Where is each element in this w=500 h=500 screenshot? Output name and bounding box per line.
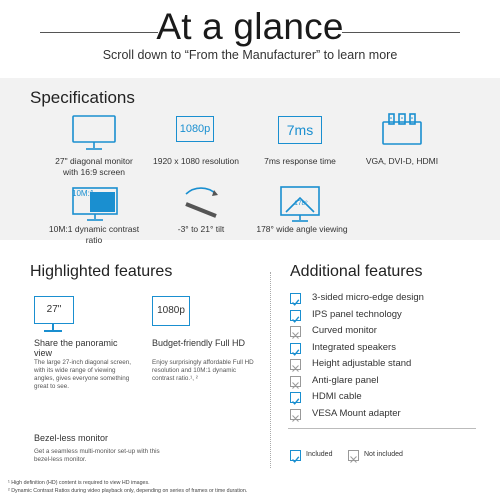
included-check-icon [290, 310, 301, 321]
feature-heading-panoramic: Share the panoramic view [34, 338, 118, 358]
spec-label-viewing: 178° wide angle viewing [256, 224, 348, 234]
additional-feature-row [288, 358, 488, 372]
spec-label-contrast: 10M:1 dynamic contrast ratio [48, 224, 140, 245]
monitor-icon [70, 114, 118, 152]
feature-body-bezel: Get a seamless multi-monitor set-up with this bezel-less monitor. [34, 448, 160, 463]
additional-feature-label: Height adjustable stand [312, 358, 412, 369]
feature-heading-fullhd: Budget-friendly Full HD [152, 338, 246, 348]
not-included-x-icon [290, 409, 301, 420]
spec-label-resolution: 1920 x 1080 resolution [152, 156, 239, 166]
spec-label-tilt: -3° to 21° tilt [177, 224, 225, 234]
section-divider [270, 272, 271, 468]
included-check-icon [290, 343, 301, 354]
not-included-x-icon [290, 359, 301, 370]
additional-features-title: Additional features [290, 263, 423, 280]
additional-features-list [288, 292, 488, 424]
not-included-x-icon [290, 376, 301, 387]
additional-feature-row [288, 309, 488, 323]
1080p-icon: 1080p [176, 116, 214, 142]
not-included-x-icon [290, 326, 301, 337]
ports-icon [380, 112, 424, 148]
response-time-icon: 7ms [278, 116, 322, 144]
feature-heading-bezel: Bezel-less monitor [34, 433, 109, 443]
legend-included-label: Included [306, 451, 333, 458]
footnote-1: ¹ High definition (HD) content is required to view HD images. [8, 480, 150, 486]
highlighted-features-title: Highlighted features [30, 263, 173, 280]
monitor-base-icon [44, 330, 62, 332]
legend-not-included-checkbox [348, 450, 359, 461]
included-check-icon [290, 392, 301, 403]
spec-label-ports: VGA, DVI-D, HDMI [365, 156, 439, 166]
additional-feature-row [288, 375, 488, 389]
additional-feature-label: VESA Mount adapter [312, 407, 401, 419]
spec-label-screen: 27" diagonal monitor with 16:9 screen [55, 156, 133, 177]
feature-body-fullhd: Enjoy surprisingly affordable Full HD resolution and 10M:1 dynamic contrast ratio.¹, ² [152, 359, 254, 382]
additional-feature-label: IPS panel technology [312, 308, 402, 320]
legend-not-included-label: Not included [364, 451, 403, 458]
page-title: At a glance [156, 6, 344, 47]
specifications-panel [0, 78, 500, 245]
additional-feature-label: Curved monitor [312, 325, 377, 336]
additional-feature-label: Integrated speakers [312, 341, 396, 353]
additional-feature-row [288, 292, 488, 306]
additional-feature-row [288, 391, 488, 405]
1080p-feature-icon: 1080p [152, 296, 190, 326]
page-subtitle: Scroll down to “From the Manufacturer” to learn more [102, 48, 398, 62]
tilt-icon [176, 184, 226, 224]
contrast-icon-label: 10M:1 [72, 189, 95, 198]
viewing-angle-icon-label: 178° [294, 200, 308, 207]
27-inch-monitor-icon: 27" [34, 296, 74, 324]
feature-body-panoramic: The large 27-inch diagonal screen, with its wide range of viewing angles, gives everyone something great to see. [34, 359, 131, 390]
additional-feature-label: Anti-glare panel [312, 374, 379, 386]
included-check-icon [290, 293, 301, 304]
additional-feature-row [288, 342, 488, 356]
additional-feature-row [288, 408, 488, 422]
legend-included-checkbox [290, 450, 301, 461]
additional-features-rule [288, 428, 476, 429]
footnote-2: ² Dynamic Contrast Ratios during video playback only, depending on series of frames or time duration. [8, 488, 248, 494]
spec-label-response: 7ms response time [264, 156, 336, 166]
additional-feature-row [288, 325, 488, 339]
additional-feature-label: HDMI cable [312, 391, 362, 402]
additional-feature-label: 3-sided micro-edge design [312, 292, 424, 303]
specifications-title: Specifications [30, 88, 135, 107]
